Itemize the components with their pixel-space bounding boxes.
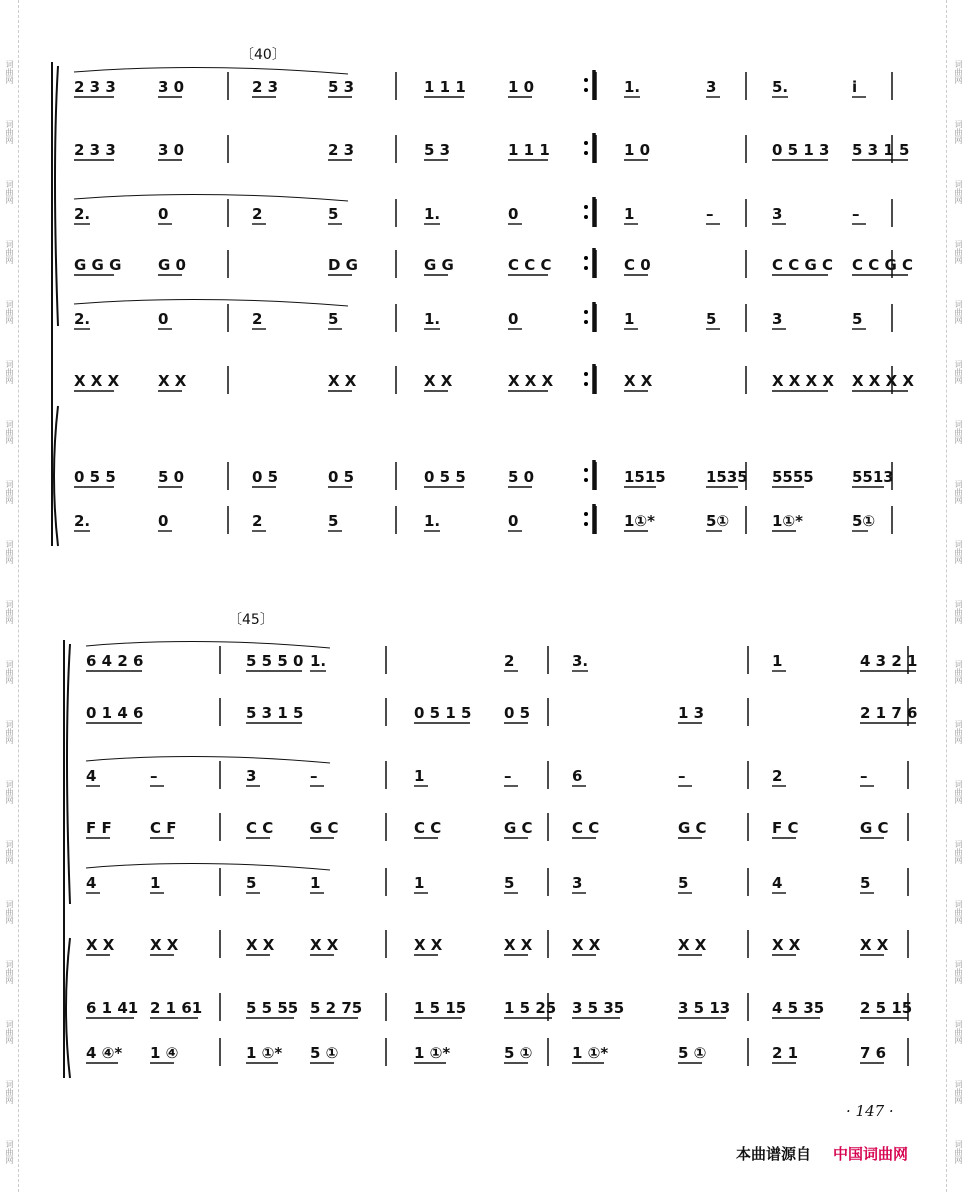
system1-note-text: 2 3 3 bbox=[74, 78, 116, 96]
system2-note-text: 3 bbox=[246, 767, 257, 785]
page-number: · 147 · bbox=[846, 1102, 894, 1120]
system2-note-text: C C bbox=[414, 819, 442, 837]
system1-note-text: 0 bbox=[158, 512, 169, 530]
system2-note-text: G C bbox=[504, 819, 533, 837]
system1-note-text: 5 3 bbox=[424, 141, 451, 159]
system1-note-text: 5 bbox=[328, 310, 339, 328]
system1-slur bbox=[74, 194, 348, 201]
system1-note-text: 2 bbox=[252, 512, 263, 530]
system2-note-text: 0 5 bbox=[504, 704, 531, 722]
watermark-text: 词曲网 bbox=[954, 600, 963, 624]
system1-note-text: 2 bbox=[252, 205, 263, 223]
repeat-dot bbox=[584, 320, 588, 324]
repeat-dot bbox=[584, 522, 588, 526]
watermark-text: 词曲网 bbox=[5, 900, 14, 924]
watermark-text: 词曲网 bbox=[954, 60, 963, 84]
watermark-text: 词曲网 bbox=[954, 1080, 963, 1104]
system2-note-text: 1 ④ bbox=[150, 1044, 179, 1062]
system1-note-text: 2. bbox=[74, 205, 91, 223]
system1-note-text: 1. bbox=[424, 512, 441, 530]
system1-note-text: 5 0 bbox=[508, 468, 535, 486]
system2-note-text: 4 bbox=[772, 874, 783, 892]
system2-note-text: X X bbox=[772, 936, 801, 954]
source-credit bbox=[736, 1143, 908, 1164]
repeat-dot bbox=[584, 478, 588, 482]
system2-note-text: 5 bbox=[678, 874, 689, 892]
system2-note-text: 1 3 bbox=[678, 704, 705, 722]
system1-note-text: C C G C bbox=[772, 256, 834, 274]
system1-note-text: 5 3 bbox=[328, 78, 355, 96]
system1-note-text: 2 bbox=[252, 310, 263, 328]
repeat-dot bbox=[584, 468, 588, 472]
measure-mark-45: 〔45〕 bbox=[228, 612, 274, 628]
system2-note-text: – bbox=[504, 767, 512, 785]
repeat-dot bbox=[584, 372, 588, 376]
system1-bracket-bottom bbox=[54, 406, 58, 546]
system2-note-text: 4 bbox=[86, 874, 97, 892]
system2-note-text: 1. bbox=[310, 652, 327, 670]
system2-note-text: X X bbox=[310, 936, 339, 954]
watermark-text: 词曲网 bbox=[954, 780, 963, 804]
system1-note-text: X X X bbox=[74, 372, 120, 390]
system2-note-text: X X bbox=[414, 936, 443, 954]
system1-note-text: i bbox=[852, 78, 858, 96]
system1-bracket-top bbox=[55, 66, 58, 326]
repeat-dot bbox=[584, 151, 588, 155]
system2-note-text: 3 5 35 bbox=[572, 999, 625, 1017]
system2-note-text: 2 1 61 bbox=[150, 999, 203, 1017]
system2-note-text: 6 1 41 bbox=[86, 999, 139, 1017]
watermark-text: 词曲网 bbox=[5, 120, 14, 144]
system1-note-text: X X bbox=[328, 372, 357, 390]
system2-note-text: F C bbox=[772, 819, 799, 837]
system1-note-text: 5. bbox=[772, 78, 789, 96]
system2-bracket-bottom bbox=[66, 938, 70, 1078]
system1-note-text: 1 1 1 bbox=[508, 141, 550, 159]
system2-note-text: 2 bbox=[772, 767, 783, 785]
system2-note-text: 1 bbox=[150, 874, 161, 892]
system2-note-text: 3 bbox=[572, 874, 583, 892]
system2-note-text: 7 6 bbox=[860, 1044, 887, 1062]
system2-note-text: 5 3 1 5 bbox=[246, 704, 304, 722]
repeat-dot bbox=[584, 88, 588, 92]
watermark-text: 词曲网 bbox=[954, 900, 963, 924]
system1-note-text: 5 0 bbox=[158, 468, 185, 486]
system2-note-text: G C bbox=[860, 819, 889, 837]
watermark-text: 词曲网 bbox=[954, 360, 963, 384]
watermark-text: 词曲网 bbox=[5, 480, 14, 504]
watermark-text: 词曲网 bbox=[5, 660, 14, 684]
system2-note-text: X X bbox=[86, 936, 115, 954]
system1-note-text: 2 3 bbox=[252, 78, 279, 96]
watermark-text: 词曲网 bbox=[5, 1080, 14, 1104]
system1-note-text: 1 1 1 bbox=[424, 78, 466, 96]
watermark-text: 词曲网 bbox=[954, 300, 963, 324]
watermark-text: 词曲网 bbox=[954, 1140, 963, 1164]
system2-note-text: 4 5 35 bbox=[772, 999, 825, 1017]
system2-bracket-top bbox=[67, 644, 70, 904]
watermark-text: 词曲网 bbox=[5, 960, 14, 984]
system1-note-text: 5 bbox=[852, 310, 863, 328]
system2-note-text: X X bbox=[150, 936, 179, 954]
system2-note-text: 5 bbox=[246, 874, 257, 892]
repeat-dot bbox=[584, 141, 588, 145]
watermark-text: 词曲网 bbox=[5, 600, 14, 624]
system2-note-text: X X bbox=[246, 936, 275, 954]
system1-note-text: 1535 bbox=[706, 468, 748, 486]
system2-note-text: 1 ①* bbox=[246, 1044, 283, 1062]
system1-note-text: 3 0 bbox=[158, 78, 185, 96]
system2-note-text: 6 4 2 6 bbox=[86, 652, 144, 670]
system1-note-text: 2 3 bbox=[328, 141, 355, 159]
system1-note-text: X X bbox=[158, 372, 187, 390]
repeat-dot bbox=[584, 205, 588, 209]
system2-note-text: 1 ①* bbox=[414, 1044, 451, 1062]
system1-note-text: 0 bbox=[158, 310, 169, 328]
system1-note-text: 5 bbox=[328, 512, 339, 530]
system2-note-text: X X bbox=[504, 936, 533, 954]
system2-note-text: – bbox=[860, 767, 868, 785]
system2-note-text: 0 1 4 6 bbox=[86, 704, 144, 722]
watermark-text: 词曲网 bbox=[5, 540, 14, 564]
system2-note-text: – bbox=[310, 767, 318, 785]
system1-note-text: 3 bbox=[772, 205, 783, 223]
system1-note-text: 3 0 bbox=[158, 141, 185, 159]
watermark-text: 词曲网 bbox=[954, 540, 963, 564]
system2-note-text: 5 ① bbox=[504, 1044, 533, 1062]
system1-note-text: G G bbox=[424, 256, 454, 274]
system2-note-text: 5 bbox=[860, 874, 871, 892]
system2-note-text: 2 5 15 bbox=[860, 999, 913, 1017]
watermark-text: 词曲网 bbox=[954, 240, 963, 264]
watermark-text: 词曲网 bbox=[5, 720, 14, 744]
system2-slur bbox=[86, 641, 330, 648]
system1-note-text: 1. bbox=[624, 78, 641, 96]
system2-note-text: 1 5 15 bbox=[414, 999, 467, 1017]
system1-note-text: 0 5 1 3 bbox=[772, 141, 830, 159]
watermark-text: 词曲网 bbox=[5, 60, 14, 84]
system1-note-text: 1①* bbox=[772, 512, 803, 530]
system2-note-text: 0 5 1 5 bbox=[414, 704, 472, 722]
system2-note-text: C C bbox=[246, 819, 274, 837]
system2-note-text: 5 5 5 0 bbox=[246, 652, 304, 670]
system2-note-text: 4 ④* bbox=[86, 1044, 123, 1062]
repeat-dot bbox=[584, 78, 588, 82]
watermark-text: 词曲网 bbox=[5, 360, 14, 384]
watermark-text: 词曲网 bbox=[954, 840, 963, 864]
repeat-dot bbox=[584, 382, 588, 386]
system1-note-text: 1 0 bbox=[508, 78, 535, 96]
system1-note-text: X X X bbox=[508, 372, 554, 390]
system2-note-text: 2 bbox=[504, 652, 515, 670]
watermark-text: 词曲网 bbox=[954, 720, 963, 744]
system2-note-text: 1 ①* bbox=[572, 1044, 609, 1062]
system2-note-text: 2 1 bbox=[772, 1044, 799, 1062]
system1-note-text: 5 bbox=[706, 310, 717, 328]
system1-note-text: C C C bbox=[508, 256, 552, 274]
system1-note-text: – bbox=[706, 205, 714, 223]
system2-note-text: 2 1 7 6 bbox=[860, 704, 918, 722]
system1-note-text: 1515 bbox=[624, 468, 666, 486]
repeat-dot bbox=[584, 256, 588, 260]
system1-note-text: 3 bbox=[706, 78, 717, 96]
system1-note-text: C C G C bbox=[852, 256, 914, 274]
system1-note-text: X X bbox=[624, 372, 653, 390]
system2-note-text: 5 ① bbox=[310, 1044, 339, 1062]
system2-note-text: C F bbox=[150, 819, 177, 837]
system1-note-text: G G G bbox=[74, 256, 122, 274]
watermark-text: 词曲网 bbox=[5, 420, 14, 444]
system1-note-text: 2 3 3 bbox=[74, 141, 116, 159]
system1-note-text: 0 bbox=[508, 310, 519, 328]
system1-note-text: 5513 bbox=[852, 468, 894, 486]
system1-note-text: 2. bbox=[74, 310, 91, 328]
system2-note-text: X X bbox=[860, 936, 889, 954]
system2-note-text: 1 bbox=[414, 767, 425, 785]
system2-note-text: 4 bbox=[86, 767, 97, 785]
watermark-text: 词曲网 bbox=[954, 660, 963, 684]
system1-note-text: 5555 bbox=[772, 468, 814, 486]
system2-note-text: 5 ① bbox=[678, 1044, 707, 1062]
system2-note-text: 1 bbox=[414, 874, 425, 892]
system1-note-text: 1①* bbox=[624, 512, 655, 530]
system2-note-text: 3 5 13 bbox=[678, 999, 731, 1017]
system2-note-text: 5 5 55 bbox=[246, 999, 299, 1017]
system1-note-text: 0 5 5 bbox=[74, 468, 116, 486]
system1-note-text: 0 bbox=[508, 205, 519, 223]
system2-note-text: 5 2 75 bbox=[310, 999, 363, 1017]
system2-slur bbox=[86, 863, 330, 870]
system1-note-text: 0 bbox=[508, 512, 519, 530]
system2-note-text: X X bbox=[678, 936, 707, 954]
system2-note-text: 1 bbox=[310, 874, 321, 892]
system1-note-text: – bbox=[852, 205, 860, 223]
watermark-text: 词曲网 bbox=[5, 1140, 14, 1164]
watermark-text: 词曲网 bbox=[5, 1020, 14, 1044]
system2-note-text: 4 3 2 1 bbox=[860, 652, 918, 670]
system2-note-text: – bbox=[150, 767, 158, 785]
system1-note-text: 0 5 bbox=[328, 468, 355, 486]
system2-slur bbox=[86, 756, 330, 763]
watermark-text: 词曲网 bbox=[5, 300, 14, 324]
source-label: 本曲谱源自 bbox=[736, 1145, 812, 1163]
watermark-text: 词曲网 bbox=[5, 180, 14, 204]
watermark-text: 词曲网 bbox=[954, 420, 963, 444]
system1-note-text: 5① bbox=[852, 512, 876, 530]
watermark-text: 词曲网 bbox=[5, 840, 14, 864]
system1-note-text: 0 5 bbox=[252, 468, 279, 486]
system1-note-text: X X bbox=[424, 372, 453, 390]
system1-note-text: 5① bbox=[706, 512, 730, 530]
system1-note-text: 1 bbox=[624, 310, 635, 328]
system1-note-text: 0 5 5 bbox=[424, 468, 466, 486]
system1-note-text: 1 0 bbox=[624, 141, 651, 159]
system1-note-text: D G bbox=[328, 256, 358, 274]
system1-note-text: 5 3 1 5 bbox=[852, 141, 910, 159]
watermark-text: 词曲网 bbox=[954, 1020, 963, 1044]
system2-note-text: 6 bbox=[572, 767, 583, 785]
repeat-dot bbox=[584, 266, 588, 270]
watermark-text: 词曲网 bbox=[5, 780, 14, 804]
system1-note-text: 2. bbox=[74, 512, 91, 530]
system1-note-text: 1. bbox=[424, 205, 441, 223]
watermark-text: 词曲网 bbox=[954, 960, 963, 984]
watermark-text: 词曲网 bbox=[5, 240, 14, 264]
watermark-text: 词曲网 bbox=[954, 120, 963, 144]
system1-note-text: X X X X bbox=[772, 372, 834, 390]
measure-mark-40: 〔40〕 bbox=[240, 47, 286, 63]
system1-note-text: 3 bbox=[772, 310, 783, 328]
repeat-dot bbox=[584, 215, 588, 219]
system1-note-text: 1. bbox=[424, 310, 441, 328]
system1-slur bbox=[74, 299, 348, 306]
watermark-text: 词曲网 bbox=[954, 480, 963, 504]
system2-note-text: 3. bbox=[572, 652, 589, 670]
system1-slur bbox=[74, 67, 348, 74]
system1-note-text: 0 bbox=[158, 205, 169, 223]
system2-note-text: 5 bbox=[504, 874, 515, 892]
system2-note-text: – bbox=[678, 767, 686, 785]
system2-note-text: 1 5 25 bbox=[504, 999, 557, 1017]
system2-note-text: X X bbox=[572, 936, 601, 954]
system2-note-text: C C bbox=[572, 819, 600, 837]
system2-note-text: 1 bbox=[772, 652, 783, 670]
system1-note-text: C 0 bbox=[624, 256, 651, 274]
system1-note-text: 1 bbox=[624, 205, 635, 223]
system1-note-text: G 0 bbox=[158, 256, 186, 274]
system2-note-text: F F bbox=[86, 819, 112, 837]
system1-note-text: X X X X bbox=[852, 372, 914, 390]
system2-note-text: G C bbox=[310, 819, 339, 837]
system2-note-text: G C bbox=[678, 819, 707, 837]
system1-note-text: 5 bbox=[328, 205, 339, 223]
watermark-text: 词曲网 bbox=[954, 180, 963, 204]
source-site: 中国词曲网 bbox=[833, 1145, 909, 1163]
repeat-dot bbox=[584, 310, 588, 314]
repeat-dot bbox=[584, 512, 588, 516]
